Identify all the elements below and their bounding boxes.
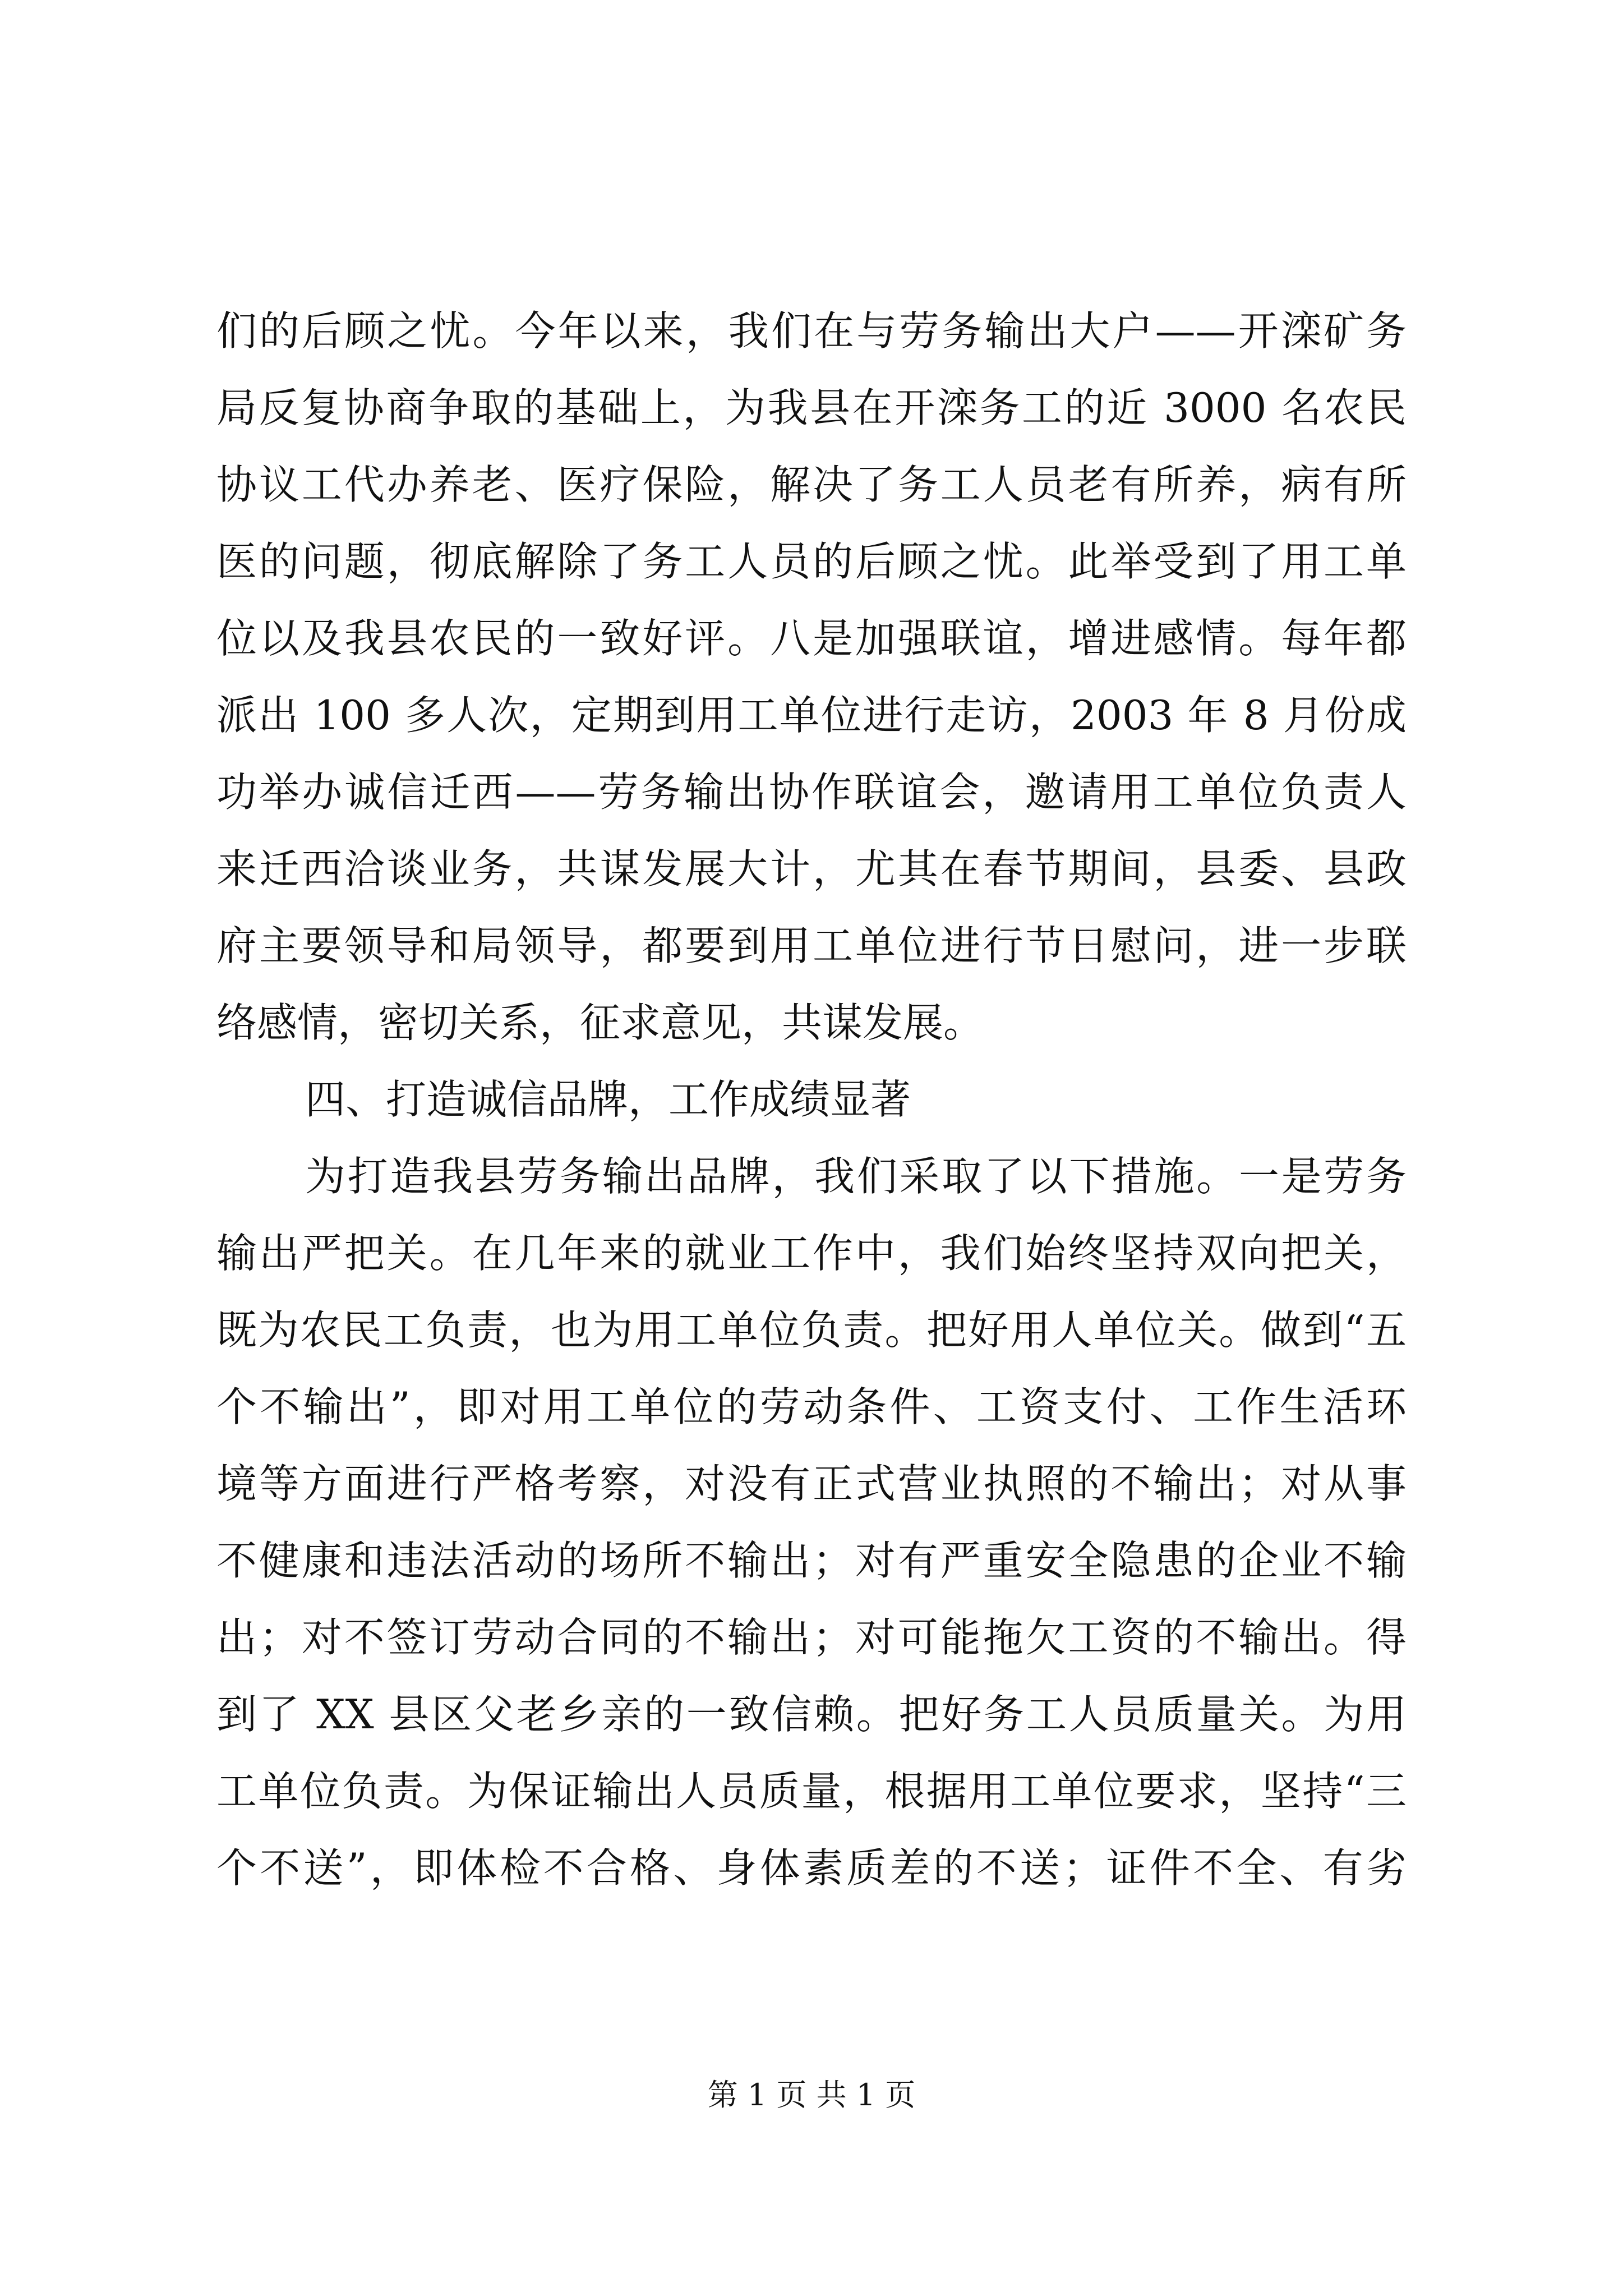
paragraph-1 (216, 293, 1407, 1061)
text-line: 们的后顾之忧。今年以来，我们在与劳务输出大户——开滦矿务 (216, 307, 1407, 355)
text-line: 络感情，密切关系，征求意见，共谋发展。 (216, 999, 984, 1046)
text-line: 功举办诚信迁西——劳务输出协作联谊会，邀请用工单位负责人 (216, 769, 1407, 816)
text-line: 境等方面进行严格考察，对没有正式营业执照的不输出；对从事 (216, 1460, 1407, 1507)
text-line: 不健康和违法活动的场所不输出；对有严重安全隐患的企业不输 (216, 1537, 1407, 1584)
section-heading: 四、打造诚信品牌，工作成绩显著 (305, 1076, 911, 1123)
text-line: 派出 100 多人次，定期到用工单位进行走访，2003 年 8 月份成 (216, 692, 1407, 739)
document-body (216, 293, 1407, 1907)
text-line: 局反复协商争取的基础上，为我县在开滦务工的近 3000 名农民 (216, 384, 1407, 431)
text-line: 为打造我县劳务输出品牌，我们采取了以下措施。一是劳务 (305, 1153, 1407, 1200)
text-line: 出；对不签订劳动合同的不输出；对可能拖欠工资的不输出。得 (216, 1614, 1407, 1661)
paragraph-2 (216, 1138, 1407, 1907)
text-line: 协议工代办养老、医疗保险，解决了务工人员老有所养，病有所 (216, 461, 1407, 508)
text-line: 个不送”，即体检不合格、身体素质差的不送；证件不全、有劣 (216, 1844, 1407, 1892)
text-line: 来迁西洽谈业务，共谋发展大计，尤其在春节期间，县委、县政 (216, 845, 1407, 892)
text-line: 工单位负责。为保证输出人员质量，根据用工单位要求，坚持“三 (216, 1768, 1407, 1815)
page-number-footer: 第 1 页 共 1 页 (707, 2077, 916, 2113)
text-line: 到了 XX 县区父老乡亲的一致信赖。把好务工人员质量关。为用 (216, 1691, 1407, 1738)
text-line: 位以及我县农民的一致好评。八是加强联谊，增进感情。每年都 (216, 615, 1407, 662)
text-line: 既为农民工负责，也为用工单位负责。把好用人单位关。做到“五 (216, 1306, 1407, 1354)
text-line: 医的问题，彻底解除了务工人员的后顾之忧。此举受到了用工单 (216, 538, 1407, 585)
text-line: 府主要领导和局领导，都要到用工单位进行节日慰问，进一步联 (216, 922, 1407, 969)
text-line: 个不输出”，即对用工单位的劳动条件、工资支付、工作生活环 (216, 1383, 1407, 1430)
text-line: 输出严把关。在几年来的就业工作中，我们始终坚持双向把关， (216, 1230, 1407, 1277)
